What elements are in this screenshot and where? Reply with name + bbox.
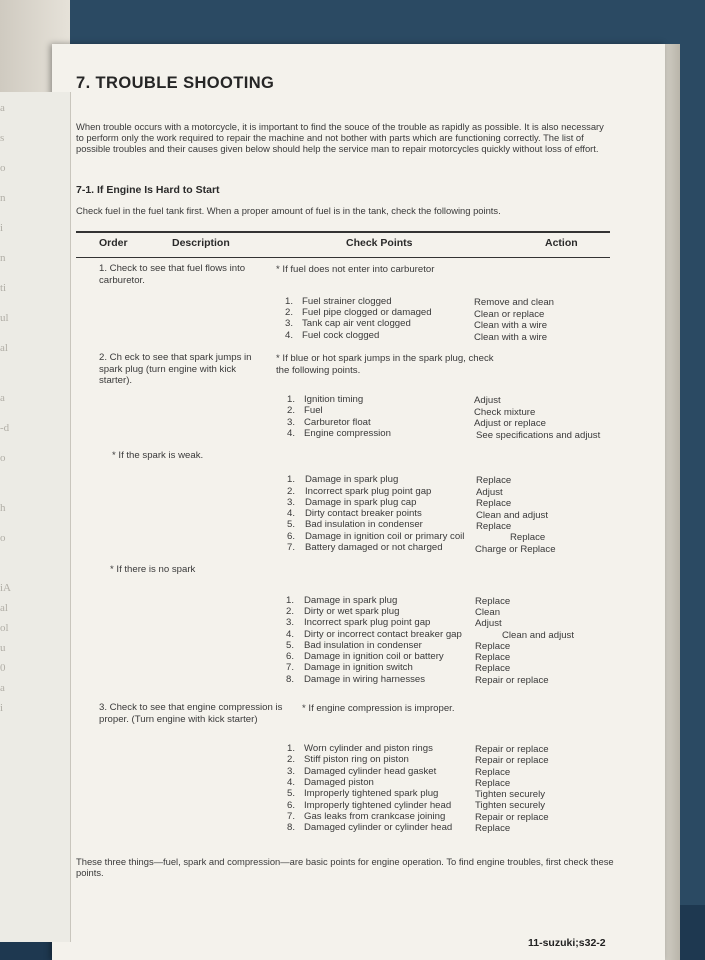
flap-text: h bbox=[0, 502, 6, 514]
flap-text: i bbox=[0, 222, 4, 234]
header-order: Order bbox=[99, 237, 128, 249]
item-number: 7. bbox=[287, 811, 296, 822]
action-text: Charge or Replace bbox=[475, 544, 556, 555]
folded-page-flap bbox=[0, 92, 71, 942]
item-number: 5. bbox=[287, 788, 296, 799]
check-point: Improperly tightened cylinder head bbox=[304, 800, 452, 811]
check-condition: * If the spark is weak. bbox=[112, 450, 204, 461]
check-point: Damage in ignition switch bbox=[304, 662, 413, 673]
item-number: 6. bbox=[287, 531, 296, 542]
check-point: Damage in spark plug cap bbox=[305, 497, 417, 508]
check-point: Damage in ignition coil or primary coil bbox=[305, 531, 465, 542]
page-number: 11-suzuki;s32-2 bbox=[528, 937, 606, 949]
check-condition: * If fuel does not enter into carburetor bbox=[276, 264, 435, 275]
check-point: Tank cap air vent clogged bbox=[302, 318, 411, 329]
check-point: Fuel cock clogged bbox=[302, 330, 380, 341]
action-text: Adjust bbox=[476, 487, 503, 498]
check-point: Dirty or incorrect contact breaker gap bbox=[304, 629, 462, 640]
item-number: 1. bbox=[286, 595, 295, 606]
action-text: Replace bbox=[475, 823, 511, 834]
action-text: Repair or replace bbox=[475, 744, 549, 755]
flap-text: -d bbox=[0, 422, 10, 434]
item-number: 8. bbox=[286, 674, 295, 685]
check-point: Engine compression bbox=[304, 428, 391, 439]
action-text: Repair or replace bbox=[475, 755, 549, 766]
action-text: Clean or replace bbox=[474, 309, 545, 320]
item-number: 8. bbox=[287, 822, 296, 833]
item-number: 2. bbox=[287, 754, 296, 765]
item-number: 3. bbox=[285, 318, 294, 329]
check-point: Bad insulation in condenser bbox=[305, 519, 423, 530]
action-text: See specifications and adjust bbox=[476, 430, 601, 441]
action-text: Replace bbox=[476, 498, 512, 509]
check-point: Damage in wiring harnesses bbox=[304, 674, 426, 685]
item-number: 1. bbox=[287, 743, 296, 754]
item-number: 1. bbox=[287, 474, 296, 485]
flap-text: n bbox=[0, 252, 6, 264]
check-point: Carburetor float bbox=[304, 417, 371, 428]
action-text: Check mixture bbox=[474, 407, 536, 418]
check-point: Battery damaged or not charged bbox=[305, 542, 443, 553]
item-number: 3. bbox=[287, 766, 296, 777]
header-action: Action bbox=[545, 237, 578, 249]
check-condition: * If there is no spark bbox=[110, 564, 196, 575]
check-point: Worn cylinder and piston rings bbox=[304, 743, 433, 754]
action-text: Adjust or replace bbox=[474, 418, 546, 429]
header-description: Description bbox=[172, 237, 230, 249]
check-point: Damaged piston bbox=[304, 777, 374, 788]
flap-text: a bbox=[0, 682, 5, 694]
check-condition: * If engine compression is improper. bbox=[302, 703, 455, 714]
flap-text: n bbox=[0, 192, 6, 204]
action-text: Clean and adjust bbox=[502, 630, 575, 641]
item-number: 1. bbox=[287, 394, 296, 405]
item-number: 2. bbox=[285, 307, 294, 318]
flap-text: ti bbox=[0, 282, 7, 294]
action-text: Repair or replace bbox=[475, 812, 549, 823]
action-text: Repair or replace bbox=[475, 675, 549, 686]
item-number: 5. bbox=[286, 640, 295, 651]
item-number: 4. bbox=[287, 508, 296, 519]
flap-text: 0 bbox=[0, 662, 6, 674]
flap-text: i bbox=[0, 702, 4, 714]
check-point: Dirty contact breaker points bbox=[305, 508, 422, 519]
flap-text: a bbox=[0, 392, 5, 404]
action-text: Replace bbox=[475, 767, 511, 778]
action-text: Adjust bbox=[475, 618, 502, 629]
item-number: 4. bbox=[287, 777, 296, 788]
item-number: 4. bbox=[285, 330, 294, 341]
table-header-rule bbox=[76, 257, 610, 258]
check-point: Stiff piston ring on piston bbox=[304, 754, 409, 765]
header-check-points: Check Points bbox=[346, 237, 413, 249]
flap-text: a bbox=[0, 102, 5, 114]
item-number: 3. bbox=[287, 417, 296, 428]
item-number: 2. bbox=[286, 606, 295, 617]
check-point: Incorrect spark plug point gap bbox=[304, 617, 431, 628]
action-text: Replace bbox=[476, 521, 512, 532]
check-point: Fuel bbox=[304, 405, 323, 416]
item-number: 2. bbox=[287, 486, 296, 497]
flap-text: u bbox=[0, 642, 6, 654]
check-point: Damage in ignition coil or battery bbox=[304, 651, 444, 662]
subsection-intro: Check fuel in the fuel tank first. When a proper amount of fuel is in the tank, check the following points. bbox=[76, 205, 501, 216]
check-point: Dirty or wet spark plug bbox=[304, 606, 400, 617]
check-point: Fuel pipe clogged or damaged bbox=[302, 307, 432, 318]
flap-text: al bbox=[0, 342, 8, 354]
check-point: Damaged cylinder or cylinder head bbox=[304, 822, 453, 833]
item-number: 4. bbox=[286, 629, 295, 640]
check-point: Damage in spark plug bbox=[304, 595, 398, 606]
check-point: Fuel strainer clogged bbox=[302, 296, 392, 307]
item-number: 1. bbox=[285, 296, 294, 307]
item-number: 2. bbox=[287, 405, 296, 416]
action-text: Replace bbox=[476, 475, 512, 486]
section-title: 7. TROUBLE SHOOTING bbox=[76, 74, 275, 92]
check-point: Ignition timing bbox=[304, 394, 364, 405]
action-text: Tighten securely bbox=[475, 800, 546, 811]
action-text: Replace bbox=[475, 778, 511, 789]
action-text: Clean bbox=[475, 607, 501, 618]
action-text: Remove and clean bbox=[474, 297, 554, 308]
item-number: 3. bbox=[286, 617, 295, 628]
flap-text: s bbox=[0, 132, 5, 144]
item-number: 4. bbox=[287, 428, 296, 439]
action-text: Replace bbox=[475, 596, 511, 607]
check-condition: * If blue or hot spark jumps in the spark plug, check the following points. bbox=[276, 353, 494, 376]
action-text: Clean with a wire bbox=[474, 320, 548, 331]
check-point: Damaged cylinder head gasket bbox=[304, 766, 437, 777]
flap-text: o bbox=[0, 162, 6, 174]
action-text: Replace bbox=[510, 532, 546, 543]
item-number: 7. bbox=[287, 542, 296, 553]
order-description: 2. Ch eck to see that spark jumps in spark plug (turn engine with kick starter). bbox=[99, 352, 252, 386]
check-point: Bad insulation in condenser bbox=[304, 640, 422, 651]
item-number: 7. bbox=[286, 662, 295, 673]
action-text: Replace bbox=[475, 663, 511, 674]
flap-text: ol bbox=[0, 622, 9, 634]
action-text: Replace bbox=[475, 652, 511, 663]
check-point: Improperly tightened spark plug bbox=[304, 788, 439, 799]
check-point: Incorrect spark plug point gap bbox=[305, 486, 432, 497]
item-number: 5. bbox=[287, 519, 296, 530]
flap-text: o bbox=[0, 452, 6, 464]
flap-text: al bbox=[0, 602, 8, 614]
action-text: Adjust bbox=[474, 395, 501, 406]
order-description: 3. Check to see that engine compression is proper. (Turn engine with kick starter) bbox=[99, 702, 283, 725]
action-text: Replace bbox=[475, 641, 511, 652]
flap-text: ul bbox=[0, 312, 9, 324]
flap-text: iA bbox=[0, 582, 11, 594]
action-text: Clean and adjust bbox=[476, 510, 549, 521]
check-point: Damage in spark plug bbox=[305, 474, 399, 485]
footer-note: These three things—fuel, spark and compression—are basic points for engine operation. To find engine troubles, first check these points. bbox=[76, 856, 614, 879]
item-number: 6. bbox=[286, 651, 295, 662]
item-number: 6. bbox=[287, 800, 296, 811]
action-text: Tighten securely bbox=[475, 789, 546, 800]
action-text: Clean with a wire bbox=[474, 332, 548, 343]
flap-text: o bbox=[0, 532, 6, 544]
subsection-title: 7-1. If Engine Is Hard to Start bbox=[76, 184, 220, 196]
intro-paragraph: When trouble occurs with a motorcycle, it is important to find the souce of the trouble as rapidly as possible. It is also necessary to perform only the work required to repair the machine and not bother with parts which are functioning correctly. The list of possible troubles and their causes given below should help the service man to repair motorcycles quickly without loss of effort. bbox=[76, 121, 604, 155]
item-number: 3. bbox=[287, 497, 296, 508]
order-description: 1. Check to see that fuel flows into carburetor. bbox=[99, 263, 246, 286]
table-top-rule bbox=[76, 231, 610, 233]
check-point: Gas leaks from crankcase joining bbox=[304, 811, 446, 822]
